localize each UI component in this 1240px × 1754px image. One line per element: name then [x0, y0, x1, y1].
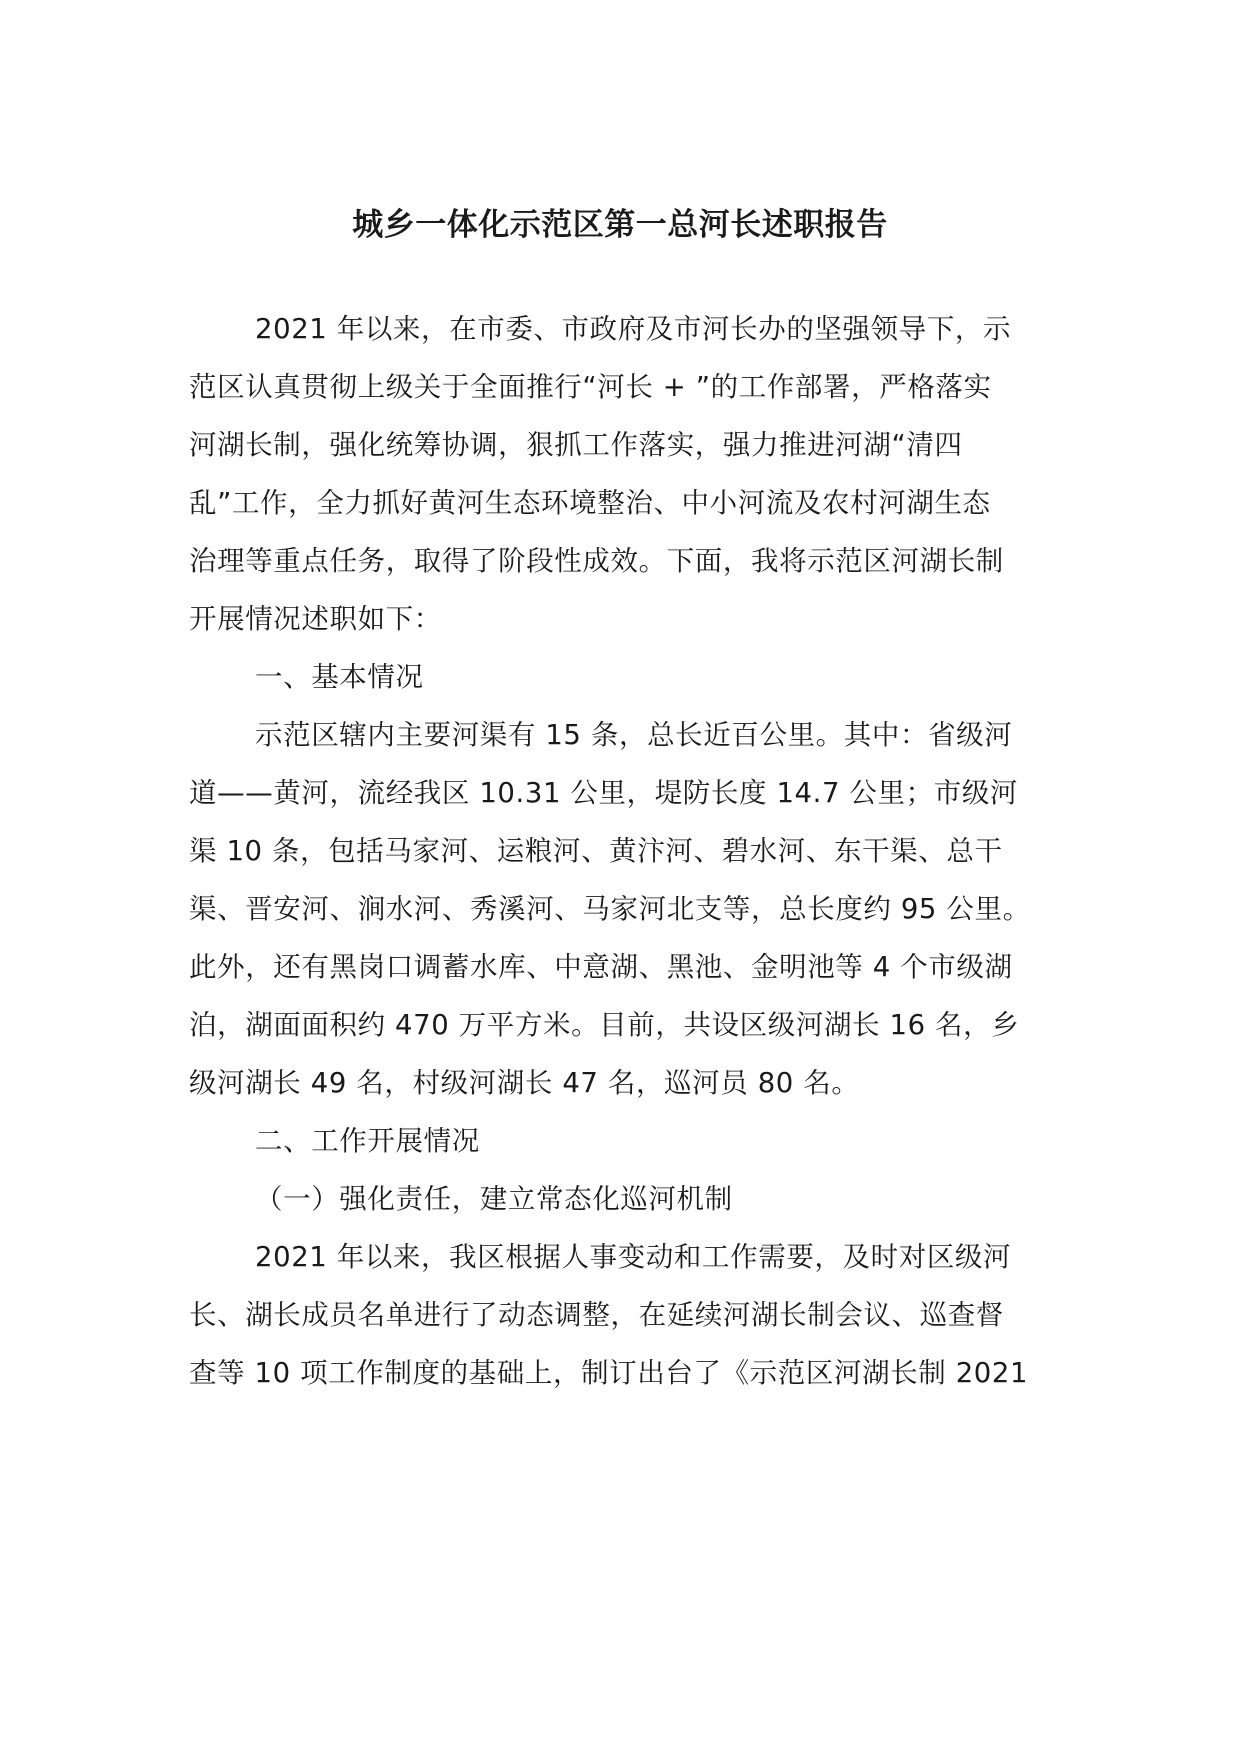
- paragraph-line: 治理等重点任务，取得了阶段性成效。下面，我将示范区河湖长制: [189, 545, 1004, 577]
- paragraph-line: 道——黄河，流经我区 10.31 公里，堤防长度 14.7 公里；市级河: [189, 777, 1019, 809]
- paragraph-line: 河湖长制，强化统筹协调，狠抓工作落实，强力推进河湖“清四: [189, 429, 963, 461]
- paragraph-line: 查等 10 项工作制度的基础上，制订出台了《示范区河湖长制 2021: [189, 1357, 1029, 1389]
- paragraph-line: 范区认真贯彻上级关于全面推行“河长 + ”的工作部署，严格落实: [189, 371, 992, 403]
- paragraph-line: 示范区辖内主要河渠有 15 条，总长近百公里。其中：省级河: [255, 719, 1013, 751]
- paragraph-line: 渠、晋安河、涧水河、秀溪河、马家河北支等，总长度约 95 公里。: [189, 893, 1031, 925]
- paragraph-line: 此外，还有黑岗口调蓄水库、中意湖、黑池、金明池等 4 个市级湖: [189, 951, 1013, 983]
- document-title: 城乡一体化示范区第一总河长述职报告: [352, 207, 888, 243]
- paragraph-line: 开展情况述职如下：: [189, 603, 442, 635]
- paragraph-line: 2021 年以来，我区根据人事变动和工作需要，及时对区级河: [255, 1241, 1012, 1273]
- paragraph-line: 泊，湖面面积约 470 万平方米。目前，共设区级河湖长 16 名，乡: [189, 1009, 1020, 1041]
- paragraph-line: 长、湖长成员名单进行了动态调整，在延续河湖长制会议、巡查督: [189, 1299, 1004, 1331]
- section-heading: 二、工作开展情况: [255, 1125, 480, 1157]
- subsection-heading: （一）强化责任，建立常态化巡河机制: [255, 1183, 733, 1215]
- section-heading: 一、基本情况: [255, 661, 424, 693]
- paragraph-line: 2021 年以来，在市委、市政府及市河长办的坚强领导下，示: [255, 313, 1012, 345]
- paragraph-line: 乱”工作，全力抓好黄河生态环境整治、中小河流及农村河湖生态: [189, 487, 991, 519]
- paragraph-line: 渠 10 条，包括马家河、运粮河、黄汴河、碧水河、东干渠、总干: [189, 835, 1003, 867]
- paragraph-line: 级河湖长 49 名，村级河湖长 47 名，巡河员 80 名。: [189, 1067, 860, 1099]
